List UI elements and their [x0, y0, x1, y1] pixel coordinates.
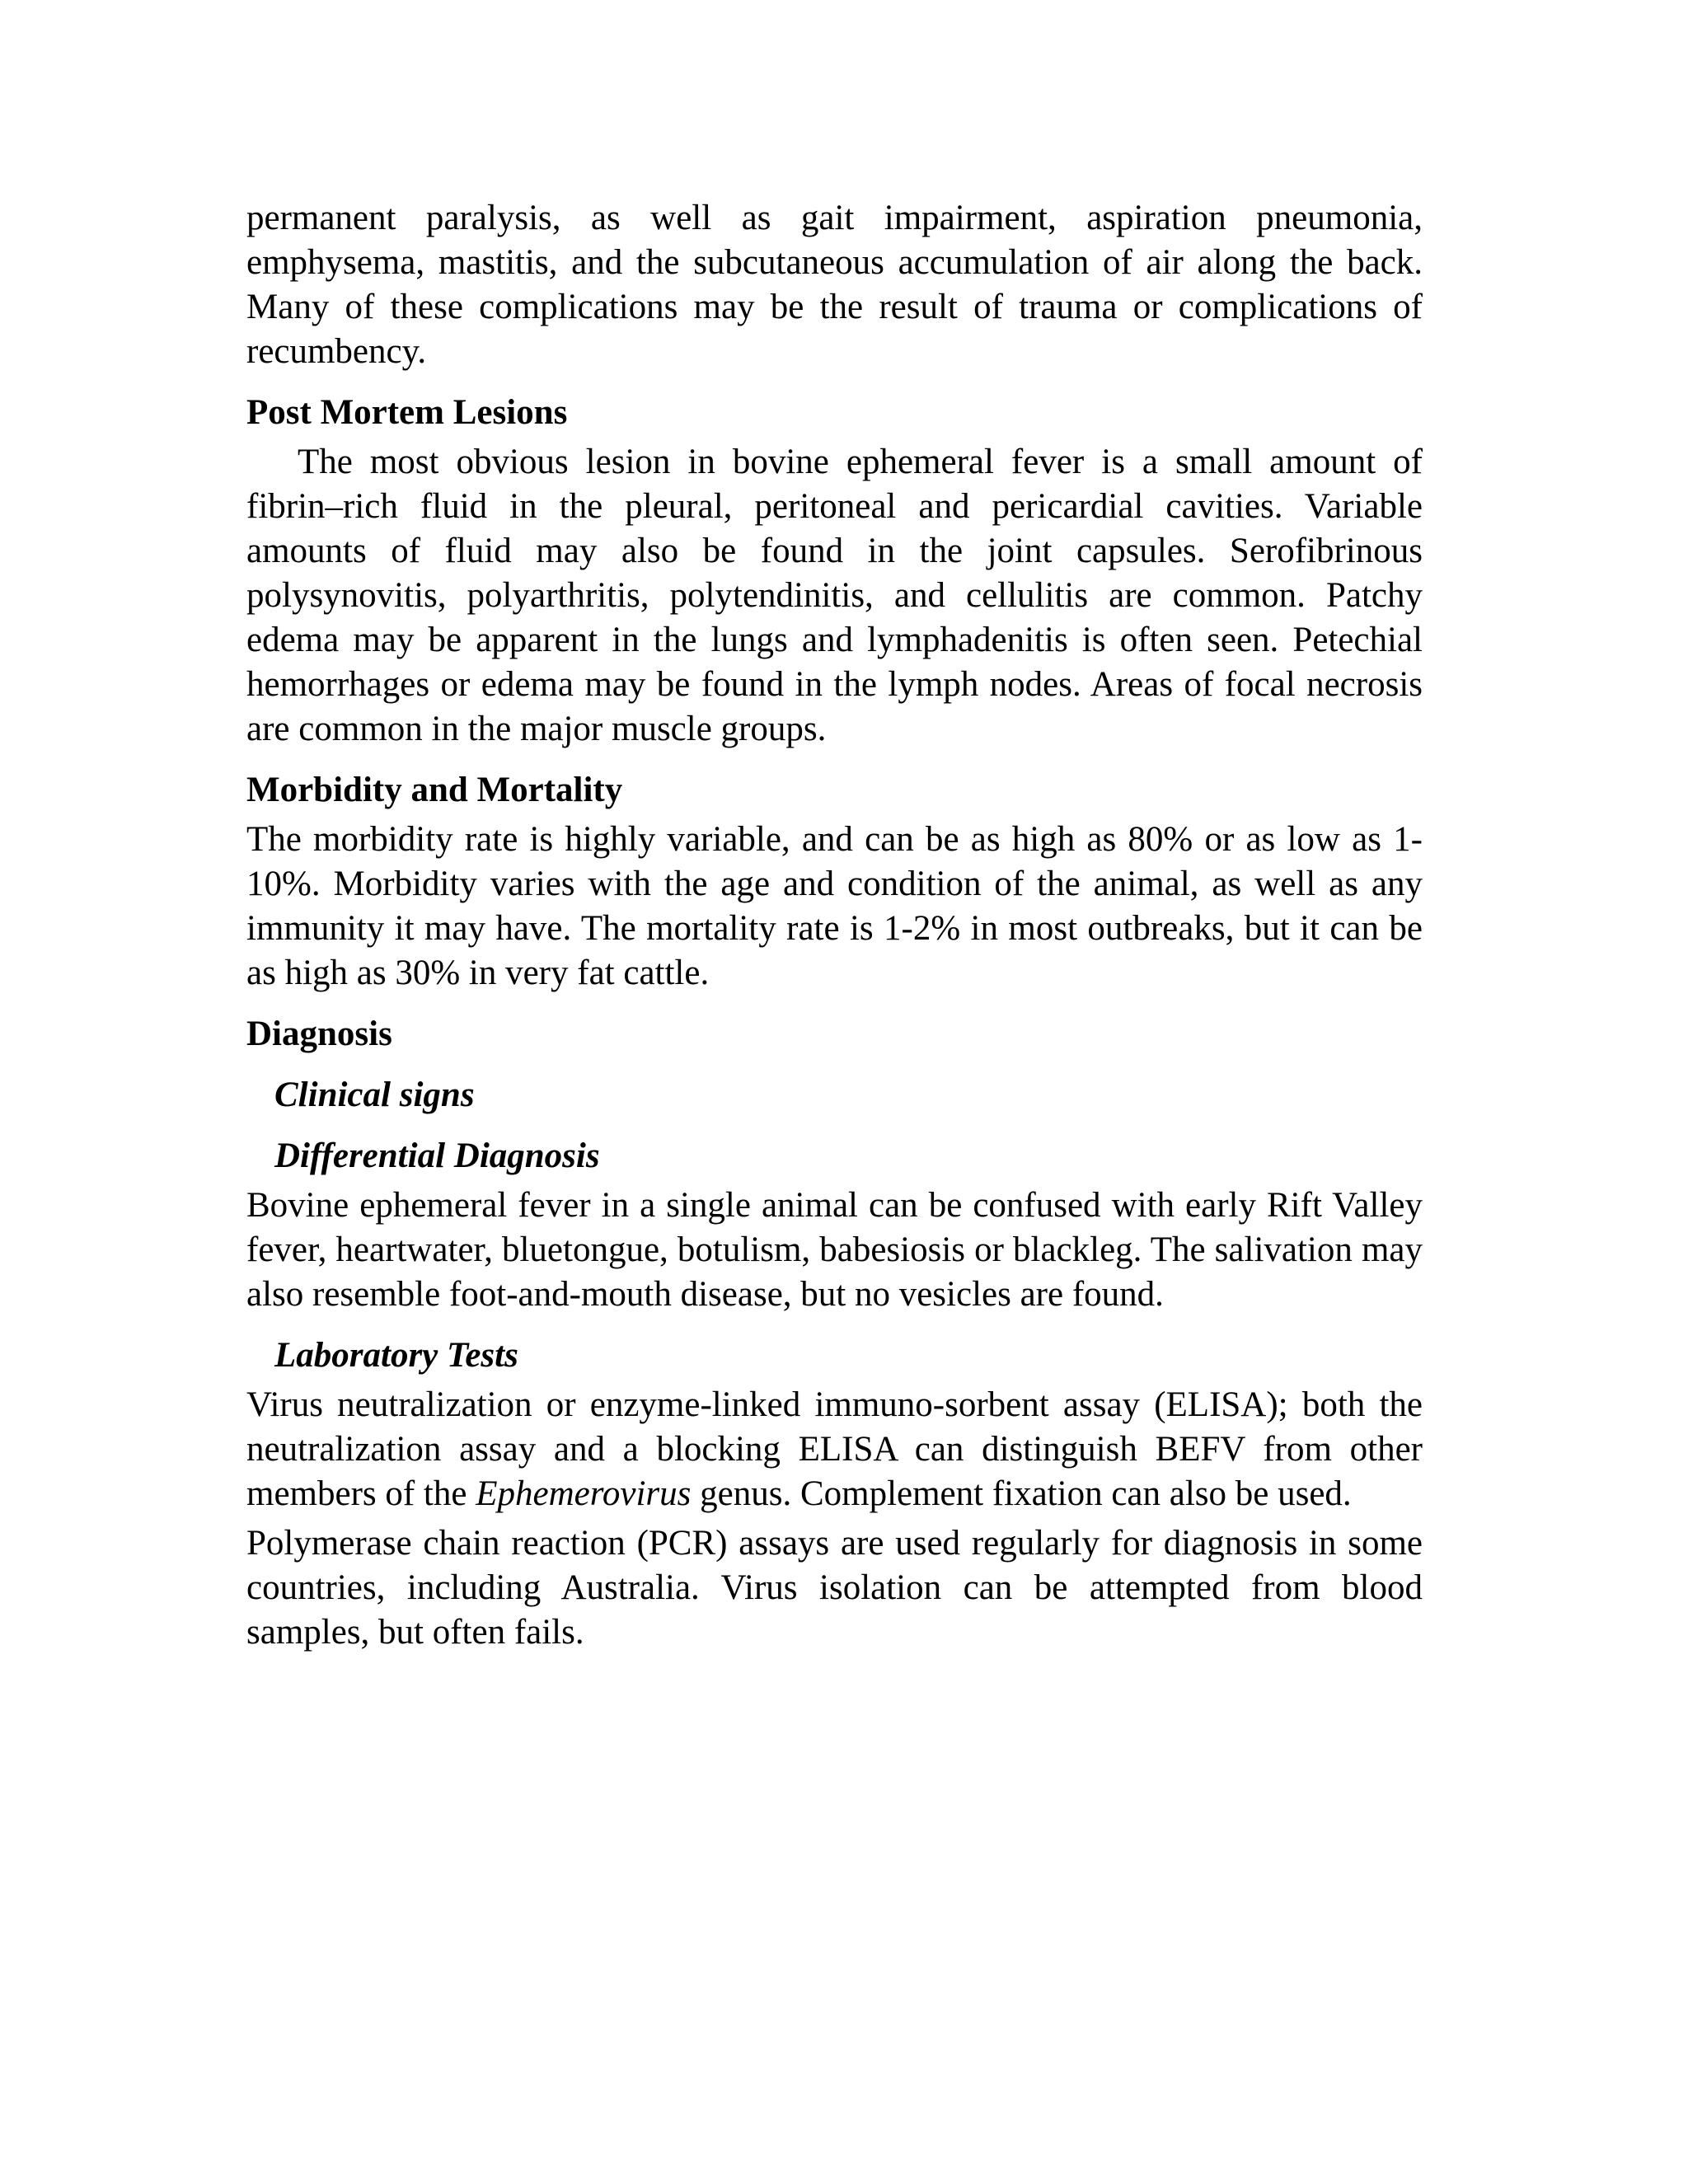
document-page [246, 196, 1423, 1655]
laboratory-tests-paragraph-2: Polymerase chain reaction (PCR) assays are used regularly for diagnosis in some countries, including Australia. Virus isolation can be attempted from blood samples, but often fails. [246, 1524, 1423, 1652]
post-mortem-heading: Post Mortem Lesions [246, 393, 568, 432]
laboratory-tests-subheading: Laboratory Tests [274, 1336, 518, 1375]
genus-name: Ephemerovirus [476, 1474, 692, 1513]
post-mortem-paragraph: The most obvious lesion in bovine ephemeral fever is a small amount of fibrin–rich fluid in the pleural, peritoneal and pericardial cavities. Variable amounts of fluid may also be found in the joint capsules. Serofibrinous polysynovitis, polyarthritis, polytendinitis, and cellulitis are common. Patchy edema may be apparent in the lungs and lymphadenitis is often seen. Petechial hemorrhages or edema may be found in the lymph nodes. Areas of focal necrosis are common in the major muscle groups. [246, 443, 1423, 748]
diagnosis-heading: Diagnosis [246, 1015, 392, 1053]
differential-diagnosis-paragraph: Bovine ephemeral fever in a single animal can be confused with early Rift Valley fever, heartwater, bluetongue, botulism, babesiosis or blackleg. The salivation may also resemble foot-and-mouth disease, but no vesicles are found. [246, 1186, 1423, 1314]
intro-paragraph: permanent paralysis, as well as gait impairment, aspiration pneumonia, emphysema, mastitis, and the subcutaneous accumulation of air along the back. Many of these complications may be the result of trauma or complications of recumbency. [246, 199, 1423, 371]
morbidity-paragraph: The morbidity rate is highly variable, and can be as high as 80% or as low as 1-10%. Morbidity varies with the age and condition of the animal, as well as any immunity it may have. The mortality rate is 1-2% in most outbreaks, but it can be as high as 30% in very fat cattle. [246, 820, 1423, 992]
laboratory-tests-paragraph-1 [246, 1383, 1423, 1516]
clinical-signs-subheading: Clinical signs [274, 1076, 475, 1114]
morbidity-heading: Morbidity and Mortality [246, 771, 623, 809]
lab-text-before: Virus neutralization or enzyme-linked immuno-sorbent assay (ELISA); both the neutralization assay and a blocking ELISA can distinguish BEFV from other members of the [246, 1385, 1423, 1513]
lab-text-after: genus. Complement fixation can also be used. [691, 1474, 1352, 1513]
differential-diagnosis-subheading: Differential Diagnosis [274, 1137, 600, 1175]
